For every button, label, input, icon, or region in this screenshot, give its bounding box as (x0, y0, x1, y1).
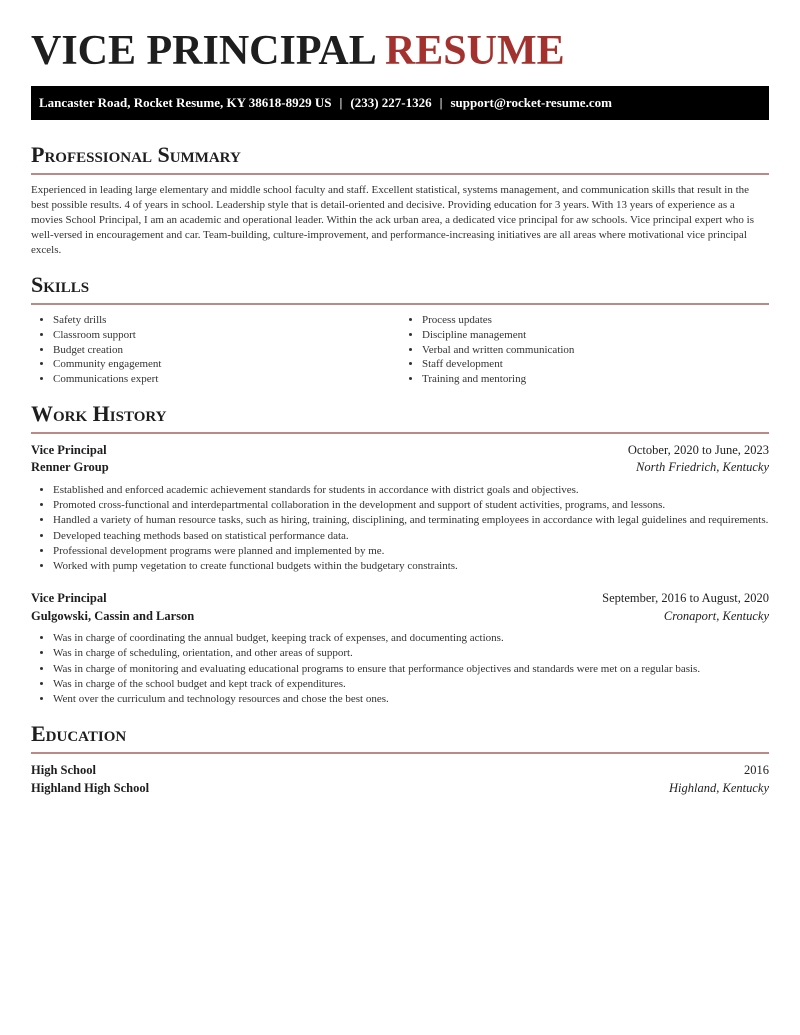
job-title: Vice Principal (31, 442, 107, 457)
section-heading-skills: Skills (31, 272, 90, 297)
contact-email: support@rocket-resume.com (450, 95, 612, 110)
job-bullets (31, 631, 769, 707)
job-entry (31, 590, 769, 707)
skill-item: • Classroom support (53, 328, 400, 343)
section-divider (31, 432, 769, 434)
education-section (31, 721, 769, 797)
job-location: North Friedrich, Kentucky (636, 460, 769, 475)
section-heading-work: Work History (31, 400, 167, 426)
job-location: Cronaport, Kentucky (663, 608, 769, 623)
skill-item: • Staff development (422, 357, 769, 372)
skill-item: • Verbal and written communication (422, 343, 769, 358)
education-degree-row (31, 762, 769, 780)
job-dates: September, 2016 to August, 2020 (602, 591, 769, 606)
job-bullets (31, 483, 769, 574)
contact-address: Lancaster Road, Rocket Resume, KY 38618-8929 US (39, 95, 332, 110)
skill-item: • Community engagement (53, 357, 400, 372)
job-header-row (31, 590, 769, 608)
skills-section (31, 272, 769, 387)
summary-text: Experienced in leading large elementary and middle school faculty and staff. Excellent statistical, systems management, and communication skills that result in the best possible results. 4 of years in school. Leadership style that is detail-oriented and decisive. Providing education for 3 years. With 13 years of experience as a movies School Principal, I am an academic and operational leader. Within the ack urban area, a dedicated vice principal for aw schools. Vice principal expert who is well-versed in encouragement and car. Team-building, culture-improvement, and performance-increasing initiatives are all areas where motivational vice principal excels. (31, 184, 755, 256)
job-bullet: • Was in charge of the school budget and kept track of expenditures. (53, 677, 769, 692)
job-bullet: • Was in charge of scheduling, orientation, and other areas of support. (53, 646, 769, 661)
skill-item: • Safety drills (53, 313, 400, 328)
section-divider (31, 173, 769, 175)
job-bullet: • Professional development programs were planned and implemented by me. (53, 544, 769, 559)
summary-section (31, 142, 769, 258)
title-main: VICE PRINCIPAL (31, 28, 375, 74)
job-entry (31, 442, 769, 574)
job-header-row (31, 442, 769, 460)
job-dates: October, 2020 to June, 2023 (627, 442, 769, 457)
job-company: Renner Group (31, 460, 109, 475)
skill-item: • Process updates (422, 313, 769, 328)
contact-bar (31, 86, 769, 120)
skills-right-list (400, 313, 769, 387)
skills-columns (31, 313, 769, 387)
job-title: Vice Principal (31, 591, 107, 606)
section-divider (31, 303, 769, 305)
job-company: Gulgowski, Cassin and Larson (31, 608, 195, 623)
skill-item: • Communications expert (53, 372, 400, 387)
job-bullet: • Was in charge of monitoring and evaluating educational programs to ensure that performance objectives and standards were met on a regular basis. (53, 662, 769, 677)
contact-separator: | (439, 95, 443, 110)
section-divider (31, 752, 769, 754)
job-bullet: • Went over the curriculum and technology resources and chose the best ones. (53, 692, 769, 707)
contact-phone: (233) 227-1326 (350, 95, 432, 110)
job-bullet: • Handled a variety of human resource tasks, such as hiring, training, disciplining, and terminating employees in accordance with legal guidelines and requirements. (53, 513, 769, 528)
contact-separator: | (339, 95, 343, 110)
job-bullet: • Worked with pump vegetation to create functional budgets within the budgetary constraints. (53, 559, 769, 574)
job-bullet: • Developed teaching methods based on statistical performance data. (53, 529, 769, 544)
job-bullet: • Was in charge of coordinating the annual budget, keeping track of expenses, and documenting actions. (53, 631, 769, 646)
job-company-row (31, 459, 769, 477)
section-heading-summary: Professional Summary (31, 142, 241, 167)
education-year: 2016 (744, 763, 769, 778)
education-degree: High School (31, 763, 96, 778)
skill-item: • Discipline management (422, 328, 769, 343)
education-school: Highland High School (31, 780, 150, 795)
education-entry (31, 762, 769, 797)
education-location: Highland, Kentucky (669, 780, 769, 795)
education-school-row (31, 780, 769, 798)
title-accent: RESUME (384, 28, 565, 74)
work-history-section (31, 401, 769, 707)
skills-left-list (31, 313, 400, 387)
resume-title (31, 0, 769, 74)
section-heading-education: Education (31, 721, 127, 747)
skill-item: • Training and mentoring (422, 372, 769, 387)
job-bullet: • Promoted cross-functional and interdepartmental collaboration in the development and support of student activities, programs, and lessons. (53, 498, 769, 513)
job-company-row (31, 608, 769, 626)
skill-item: • Budget creation (53, 343, 400, 358)
job-bullet: • Established and enforced academic achievement standards for students in accordance with district goals and objectives. (53, 483, 769, 498)
